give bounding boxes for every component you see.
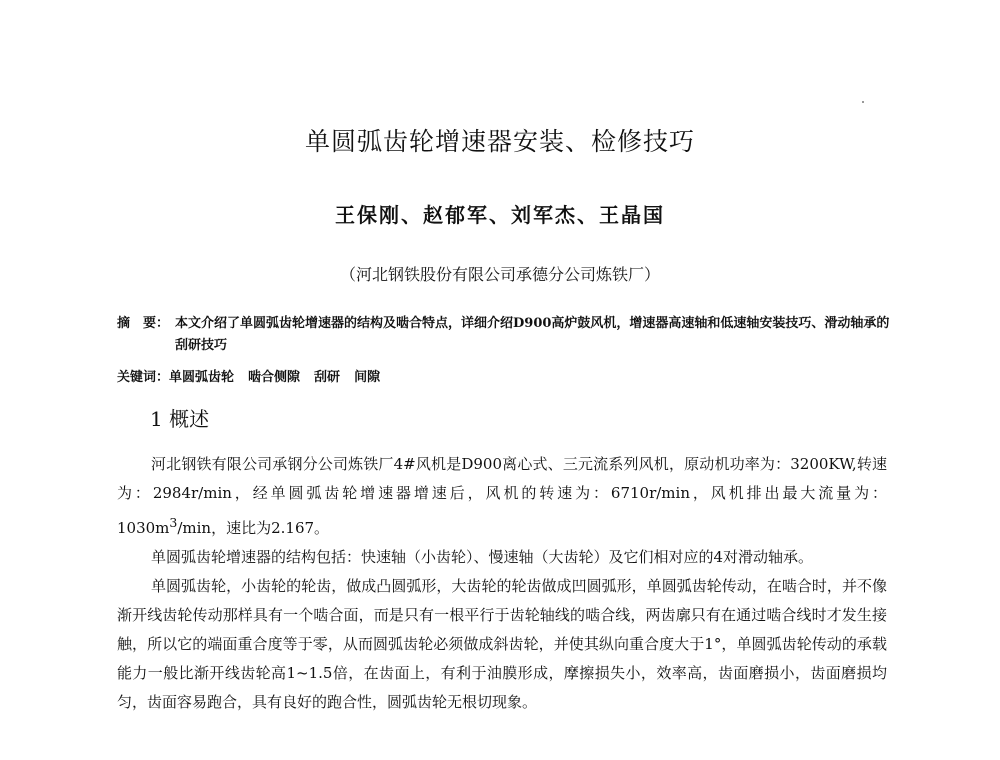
keyword-item: 间隙 <box>354 370 381 385</box>
abstract <box>117 313 897 357</box>
scan-speck <box>862 101 864 103</box>
keyword-item: 啮合侧隙 <box>248 370 301 385</box>
keyword-item: 单圆弧齿轮 <box>169 370 235 385</box>
keyword-item: 刮研 <box>314 370 341 385</box>
section-heading: 1 概述 <box>150 407 210 431</box>
paper-title: 单圆弧齿轮增速器安装、检修技巧 <box>304 127 695 156</box>
keywords <box>117 367 897 389</box>
body-text <box>117 450 887 717</box>
paragraph-text: /min，速比为2.167。 <box>177 519 330 537</box>
affiliation: （河北钢铁股份有限公司承德分公司炼铁厂） <box>339 265 660 284</box>
abstract-label: 摘 要： <box>117 316 170 331</box>
author-list: 王保刚、赵郁军、刘军杰、王晶国 <box>335 203 665 227</box>
paragraph-text: 河北钢铁有限公司承钢分公司炼铁厂4#风机是D900离心式、三元流系列风机，原动机功率为：3200KW,转速为：2984r/min，经单圆弧齿轮增速器增速后，风机的转速为：6710r/min，风机排出最大流量为：1030m <box>117 455 887 537</box>
paragraph <box>117 450 887 543</box>
paragraph: 单圆弧齿轮增速器的结构包括：快速轴（小齿轮）、慢速轴（大齿轮）及它们相对应的4对滑动轴承。 <box>151 548 814 566</box>
abstract-text: 本文介绍了单圆弧齿轮增速器的结构及啮合特点，详细介绍D900高炉鼓风机，增速器高速轴和低速轴安装技巧、滑动轴承的刮研技巧 <box>175 316 890 353</box>
keywords-label: 关键词： <box>117 370 170 385</box>
paragraph: 单圆弧齿轮，小齿轮的轮齿，做成凸圆弧形，大齿轮的轮齿做成凹圆弧形，单圆弧齿轮传动，在啮合时，并不像渐开线齿轮传动那样具有一个啮合面，而是只有一根平行于齿轮轴线的啮合线，两齿廓只有在通过啮合线时才发生接触，所以它的端面重合度等于零，从而圆弧齿轮必须做成斜齿轮，并使其纵向重合度大于1°，单圆弧齿轮传动的承载能力一般比渐开线齿轮高1~1.5倍，在齿面上，有利于油膜形成，摩擦损失小，效率高，齿面磨损小，齿面磨损均匀，齿面容易跑合，具有良好的跑合性，圆弧齿轮无根切现象。 <box>117 577 887 711</box>
superscript: 3 <box>169 515 178 530</box>
